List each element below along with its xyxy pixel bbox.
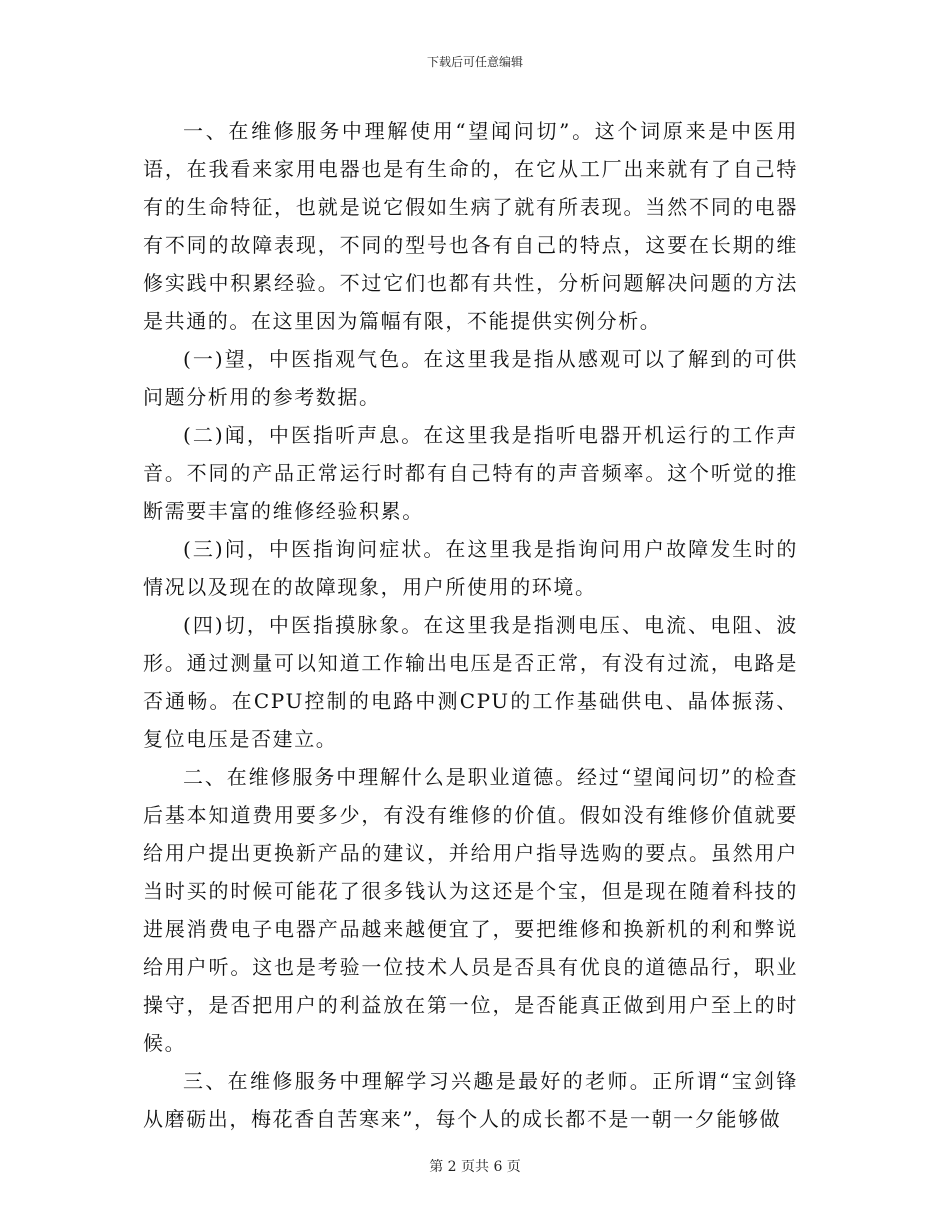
paragraph-5: (四)切，中医指摸脉象。在这里我是指测电压、电流、电阻、波形。通过测量可以知道工作输出电压是否正常，有没有过流，电路是否通畅。在CPU控制的电路中测CPU的工作基础供电、晶体振荡、复位电压是否建立。 <box>143 613 798 751</box>
paragraph-4: (三)问，中医指询问症状。在这里我是指询问用户故障发生时的情况以及现在的故障现象，用户所使用的环境。 <box>143 537 798 599</box>
paragraph-3: (二)闻，中医指听声息。在这里我是指听电器开机运行的工作声音。不同的产品正常运行时都有自己特有的声音频率。这个听觉的推断需要丰富的维修经验积累。 <box>143 423 798 523</box>
page-footer: 第 2 页共 6 页 <box>429 1159 521 1175</box>
paragraph-6: 二、在维修服务中理解什么是职业道德。经过“望闻问切”的检查后基本知道费用要多少，有没有维修的价值。假如没有维修价值就要给用户提出更换新产品的建议，并给用户指导选购的要点。虽然用户当时买的时候可能花了很多钱认为这还是个宝，但是现在随着科技的进展消费电子电器产品越来越便宜了，要把维修和换新机的利和弊说给用户听。这也是考验一位技术人员是否具有优良的道德品行，职业操守，是否把用户的利益放在第一位，是否能真正做到用户至上的时候。 <box>143 765 798 1055</box>
document-body <box>143 112 798 1138</box>
paragraph-7: 三、在维修服务中理解学习兴趣是最好的老师。正所谓“宝剑锋从磨砺出，梅花香自苦寒来”，每个人的成长都不是一朝一夕能够做 <box>143 1069 798 1131</box>
paragraph-1: 一、在维修服务中理解使用“望闻问切”。这个词原来是中医用语，在我看来家用电器也是有生命的，在它从工厂出来就有了自己特有的生命特征，也就是说它假如生病了就有所表现。当然不同的电器有不同的故障表现，不同的型号也各有自己的特点，这要在长期的维修实践中积累经验。不过它们也都有共性，分析问题解决问题的方法是共通的。在这里因为篇幅有限，不能提供实例分析。 <box>143 119 798 333</box>
page-header: 下载后可任意编辑 <box>426 55 523 69</box>
paragraph-2: (一)望，中医指观气色。在这里我是指从感观可以了解到的可供问题分析用的参考数据。 <box>143 347 798 409</box>
